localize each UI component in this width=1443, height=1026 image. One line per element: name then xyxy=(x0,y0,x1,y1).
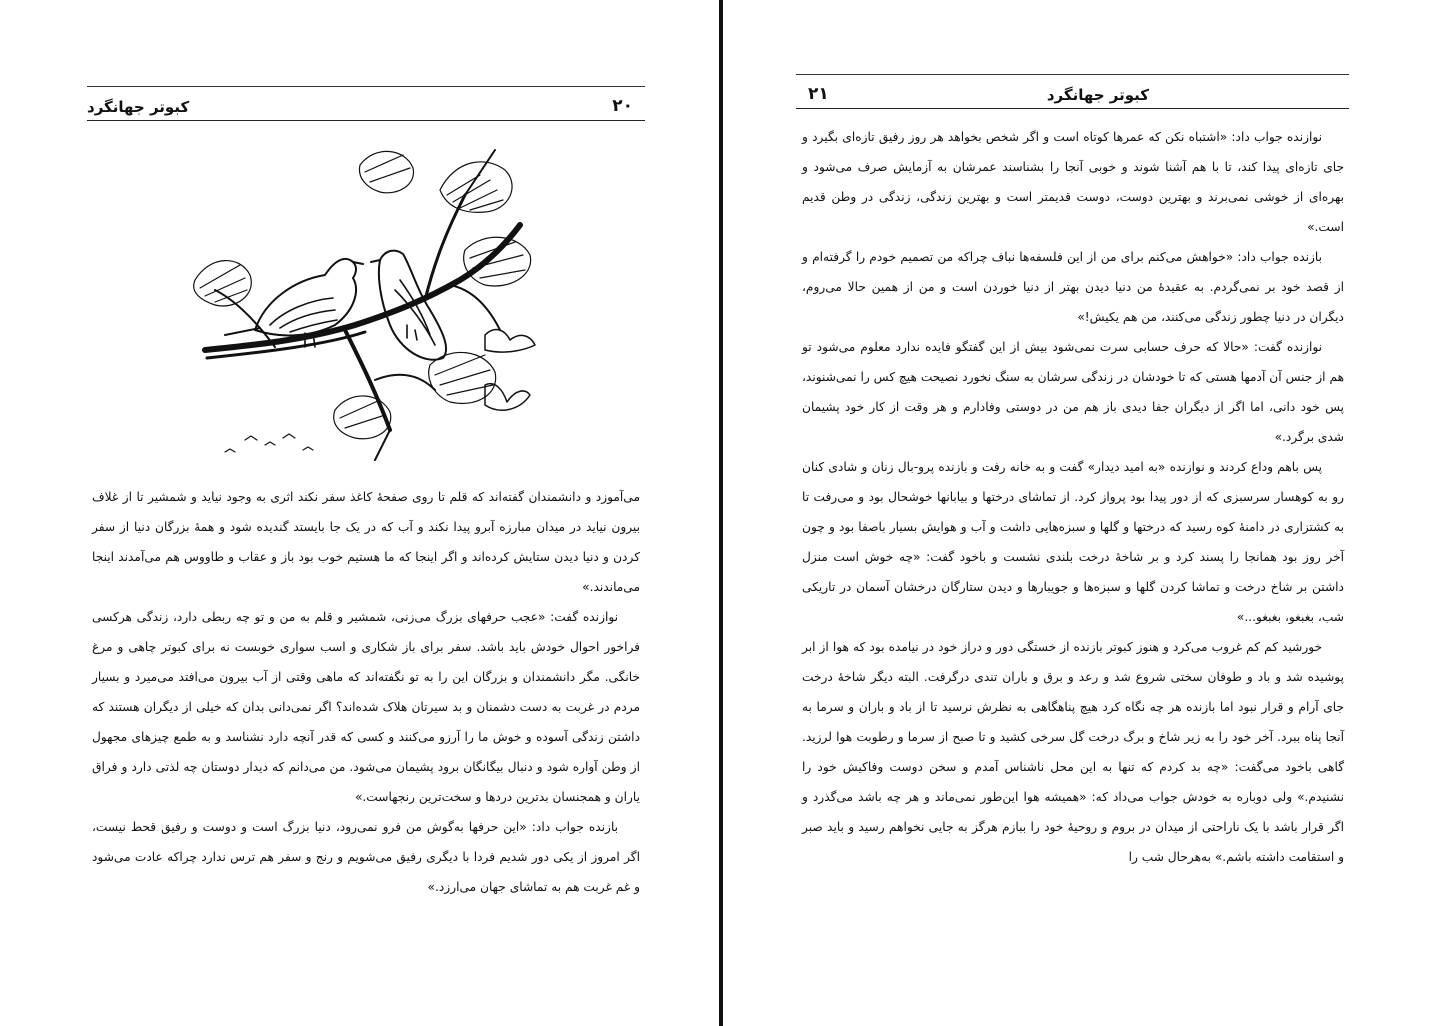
left-page-header xyxy=(87,90,645,121)
paragraph: خورشید کم کم غروب می‌کرد و هنوز کبوتر بازنده از خستگی دور و دراز خود در نیامده بود که هوا از ابر پوشیده شد و باد و طوفان سختی شروع شد و رعد و برق و باران تندی درگرفت. البته دیگر شاخهٔ درخت جای آرام و قرار نبود اما بازنده هر چه نگاه کرد هیچ پناهگاهی به نظرش نرسید تا از باد و باران و سرما به آنجا پناه ببرد. آخر خود را به زیر شاخ و برگ درخت گل سرخی کشید و تا صبح از سرما و رطوبت هوا لرزید. گاهی باخود می‌گفت: «چه بد کردم که تنها به این محل ناشناس آمدم و سخن دوست وفاکیش خود را نشنیدم.» ولی دوباره به خودش جواب می‌داد که: «همیشه هوا این‌طور نمی‌ماند و هر چه باشد می‌گذرد و اگر قرار باشد با یک ناراحتی از میدان در بروم و روحیهٔ خود را ببازم هرگز به جایی نخواهم رسید و باید صبر و استقامت داشته باشم.» به‌هرحال شب را xyxy=(802,640,1344,864)
book-gutter xyxy=(719,0,723,1026)
left-page-body xyxy=(92,482,640,902)
right-page xyxy=(724,0,1443,1026)
running-title: کبوتر جهانگرد xyxy=(87,98,190,116)
page-number: ۲۰ xyxy=(612,96,633,116)
right-page-body xyxy=(802,122,1344,872)
left-page xyxy=(0,0,720,1026)
page-number: ۲۱ xyxy=(808,84,829,104)
paragraph: می‌آموزد و دانشمندان گفته‌اند که قلم تا روی صفحهٔ کاغذ سفر نکند اثری به وجود نیاید و شمشیر تا از غلاف بیرون نیاید در میدان مبارزه آبرو پیدا نکند و آب که در یک جا بایستد گندیده شود و همهٔ بزرگان دنیا از سفر کردن و دنیا دیدن ستایش کرده‌اند و اگر اینجا که ما هستیم خوب بود باز و عقاب و طاووس هم می‌آمدند اینجا می‌ماندند.» xyxy=(92,490,640,594)
header-top-rule xyxy=(796,74,1349,75)
paragraph: بازنده جواب داد: «خواهش می‌کنم برای من از این فلسفه‌ها نباف چراکه من تصمیم خودم را گرفته‌ام و از قصد خود بر نمی‌گردم. به عقیدهٔ من دنیا دیدن بهتر از دنیا خوردن است و من از همین حالا می‌روم، دیگران در دنیا چطور زندگی می‌کنند، من هم یکیش!» xyxy=(802,250,1344,324)
running-title: کبوتر جهانگرد xyxy=(1046,86,1149,104)
pigeons-on-branch-illustration xyxy=(185,140,545,470)
paragraph: پس باهم وداع کردند و نوازنده «به امید دیدار» گفت و به خانه رفت و بازنده پرو-بال زنان و شادی کنان رو به کوهسار سرسبزی که از دور پیدا بود پرواز کرد. از تماشای درختها و بیابانها خوشحال بود و می‌رفت تا به کشتزاری در دامنهٔ کوه رسید که درختها و گلها و سبزه‌هایی داشت و آب و هوایش بسیار باصفا بود و چون آخر روز بود همانجا را پسند کرد و بر شاخهٔ درخت بلندی نشست و باخود گفت: «چه خوش است منزل داشتن بر شاخ درخت و تماشا کردن گلها و سبزه‌ها و جویبارها و دیدن ستارگان درخشان آسمان در تاریکی شب، بغبغو، بغبغو...» xyxy=(802,460,1344,624)
paragraph: بازنده جواب داد: «این حرفها به‌گوش من فرو نمی‌رود، دنیا بزرگ است و دوست و رفیق قحط نیست، اگر امروز از یکی دور شدیم فردا با دیگری رفیق می‌شویم و رنج و سفر هم ترس ندارد چراکه عادت می‌شود و غم غربت هم به تماشای جهان می‌ارزد.» xyxy=(92,820,640,894)
paragraph: نوازنده گفت: «حالا که حرف حسابی سرت نمی‌شود بیش از این گفتگو فایده ندارد معلوم می‌شود تو هم از جنس آن آدمها هستی که تا خودشان در زندگی سرشان به سنگ نخورد نصیحت هیچ کس را نمی‌شنوند، پس خود دانی، اما اگر از دیگران جفا دیدی باز هم من در دوستی وفادارم و هر وقت از کار خود پشیمان شدی برگرد.» xyxy=(802,340,1344,444)
header-top-rule xyxy=(87,86,645,87)
paragraph: نوازنده گفت: «عجب حرفهای بزرگ می‌زنی، شمشیر و قلم به من و تو چه ربطی دارد، زندگی هرکسی فراخور احوال خودش باید باشد. سفر برای باز شکاری و اسب سواری خوبست نه برای کبوتر چاهی و مرغ خانگی. مگر دانشمندان و بزرگان این را به تو نگفته‌اند که ماهی وقتی از آب بیرون می‌افتد می‌میرد و بسیار مردم در غربت به دست دشمنان و بد سیرتان هلاک شده‌اند؟ اگر نمی‌دانی بدان که خیلی از دیگران هستند که داشتن زندگی آسوده و خوش ما را آرزو می‌کنند و کسی که قدر آنچه دارد نشناسد و به طمع چیزهای مجهول از وطن آواره شود و دنبال بیگانگان برود پشیمان می‌شود. من می‌دانم که دیدار دوستان چه لذتی دارد و فراق یاران و همجنسان بدترین دردها و سخت‌ترین رنجهاست.» xyxy=(92,610,640,804)
paragraph: نوازنده جواب داد: «اشتباه نکن که عمرها کوتاه است و اگر شخص بخواهد هر روز رفیق تازه‌ای بگیرد و جای تازه‌ای پیدا کند، تا با هم آشنا شوند و خوبی آنجا را بشناسند عمرشان به آزمایش صرف می‌شود و بهره‌ای از خوشی نمی‌برند و بهترین دوست، دوست قدیمتر است و بهترین زندگی، زندگی در وطن قدیم است.» xyxy=(802,130,1344,234)
right-page-header xyxy=(796,78,1349,109)
